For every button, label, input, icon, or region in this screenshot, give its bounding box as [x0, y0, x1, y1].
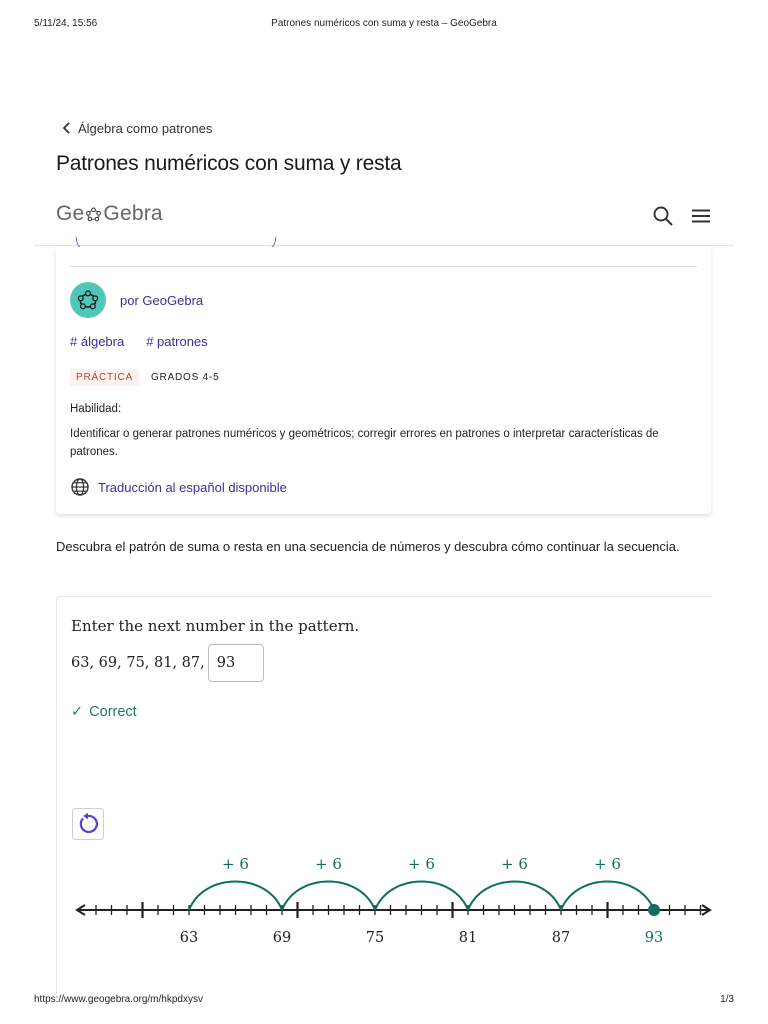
author-prefix: por: [120, 292, 139, 308]
jump-label: + 6: [222, 855, 249, 873]
print-page-number: 1/3: [720, 994, 734, 1005]
jump-label: + 6: [501, 855, 528, 873]
author-avatar: [70, 282, 106, 318]
check-icon: ✓: [71, 704, 84, 720]
tag-algebra[interactable]: # álgebra: [70, 334, 125, 349]
print-footer: [34, 994, 734, 1006]
tag-list: [70, 334, 208, 349]
sequence-row: [71, 644, 264, 682]
print-page-title: Patrones numéricos con suma y resta – GeoGebra: [271, 18, 497, 29]
logo-text-end: Gebra: [103, 202, 163, 225]
chevron-left-icon: [62, 122, 72, 134]
reset-icon: [76, 812, 100, 836]
grades-badge: GRADOS 4-5: [150, 372, 220, 383]
hamburger-menu-icon[interactable]: [689, 204, 713, 228]
answer-point: [648, 904, 660, 916]
badge-row: [70, 369, 220, 386]
search-icon[interactable]: [651, 204, 675, 228]
geogebra-flower-icon: [85, 206, 102, 223]
sequence-text: 63, 69, 75, 81, 87,: [71, 655, 205, 671]
answer-input[interactable]: [208, 644, 264, 682]
geogebra-flower-icon: [76, 288, 100, 312]
geogebra-applet: [56, 596, 711, 994]
feedback-text: Correct: [89, 704, 137, 720]
jump-label: + 6: [594, 855, 621, 873]
skill-label: Habilidad:: [70, 403, 122, 415]
print-url: https://www.geogebra.org/m/hkpdxysv: [34, 994, 203, 1005]
translation-link[interactable]: [70, 477, 287, 497]
author-name: [120, 293, 203, 308]
applet-prompt: Enter the next number in the pattern.: [71, 617, 360, 635]
geogebra-logo[interactable]: [56, 202, 163, 226]
axis-label: 75: [365, 930, 385, 946]
axis-label: 63: [179, 930, 199, 946]
axis-label: 93: [644, 930, 664, 946]
breadcrumb-back-link[interactable]: [62, 119, 212, 137]
number-line: [57, 837, 712, 947]
print-header: [34, 18, 734, 30]
activity-description: Descubra el patrón de suma o resta en una secuencia de números y descubra cómo continuar la secuencia.: [56, 539, 680, 554]
globe-icon: [70, 477, 90, 497]
page-title: Patrones numéricos con suma y resta: [56, 152, 402, 175]
logo-text-start: Ge: [56, 202, 85, 225]
jump-label: + 6: [315, 855, 342, 873]
card-divider: [70, 266, 697, 267]
type-badge: PRÁCTICA: [70, 369, 139, 386]
axis-label: 81: [458, 930, 478, 946]
print-timestamp: 5/11/24, 15:56: [34, 18, 98, 29]
author-org: GeoGebra: [142, 292, 204, 308]
skill-description: Identificar o generar patrones numéricos y geométricos; corregir errores en patrones o interpretar características de patrones.: [70, 428, 659, 458]
breadcrumb-label: Álgebra como patrones: [78, 120, 213, 136]
axis-label: 69: [272, 930, 292, 946]
activity-info-card: [56, 247, 711, 514]
translation-label: Traducción al español disponible: [98, 479, 287, 495]
jump-label: + 6: [408, 855, 435, 873]
feedback-correct: [71, 704, 137, 720]
axis-label: 87: [551, 930, 571, 946]
author-link[interactable]: [70, 282, 203, 318]
reset-button[interactable]: [72, 808, 104, 840]
tag-patrones[interactable]: # patrones: [146, 334, 208, 349]
